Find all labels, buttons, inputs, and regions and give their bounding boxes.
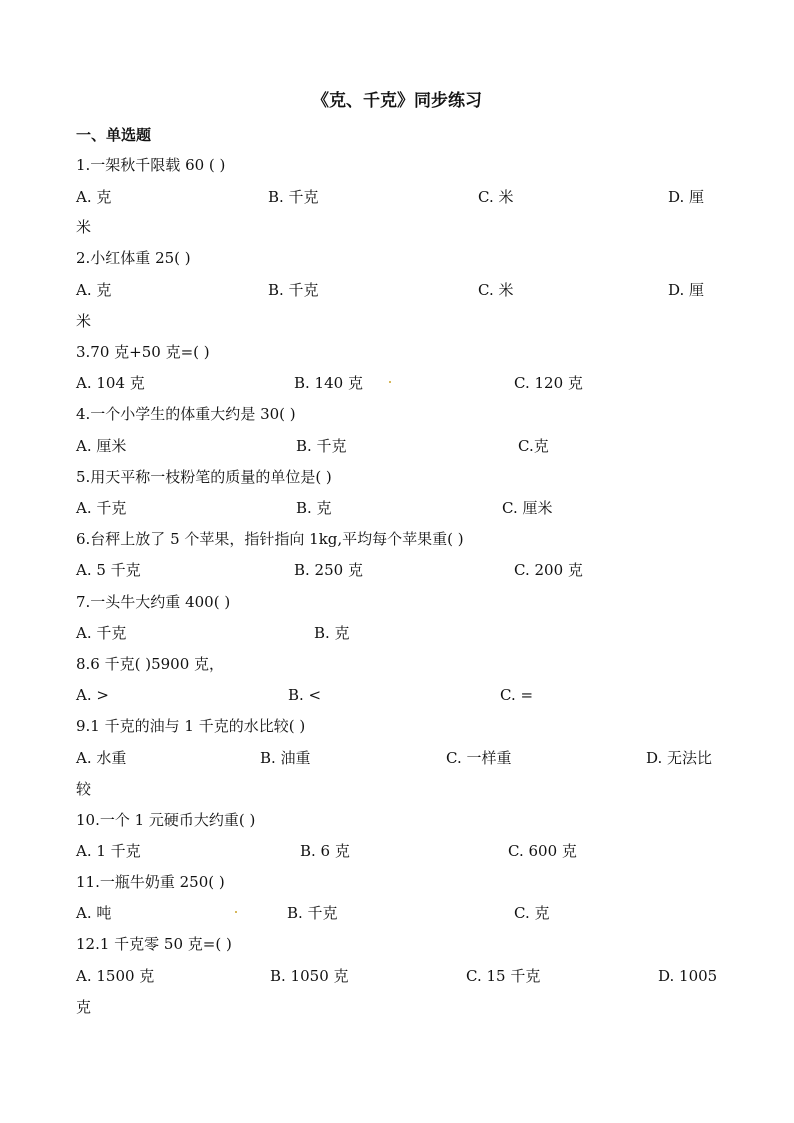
q11-option-b: B. 千克 <box>287 904 338 922</box>
q1-option-d-wrap: 米 <box>76 218 92 236</box>
question-2: 2.小红体重 25( ) <box>76 249 191 267</box>
q8-option-b: B. < <box>288 686 322 704</box>
question-4: 4.一个小学生的体重大约是 30( ) <box>76 405 296 423</box>
question-8: 8.6 千克( )5900 克， <box>76 655 225 673</box>
q9-option-d-wrap: 较 <box>76 780 92 798</box>
question-6: 6.台秤上放了 5 个苹果，指针指向 1kg,平均每个苹果重( ) <box>76 530 464 548</box>
q4-option-b: B. 千克 <box>296 437 347 455</box>
q8-option-a: A. > <box>76 686 109 704</box>
q12-option-d-wrap: 克 <box>76 998 92 1016</box>
q9-option-c: C. 一样重 <box>446 749 512 767</box>
q5-option-a: A. 千克 <box>76 499 127 517</box>
q2-option-b: B. 千克 <box>268 281 319 299</box>
q3-option-a: A. 104 克 <box>76 374 145 392</box>
q1-option-a: A. 克 <box>76 188 112 206</box>
q4-option-c: C.克 <box>518 437 549 455</box>
q4-option-a: A. 厘米 <box>76 437 127 455</box>
q3-option-c: C. 120 克 <box>514 374 583 392</box>
stray-dot <box>389 381 391 383</box>
q2-option-d: D. 厘 <box>668 281 705 299</box>
q10-option-c: C. 600 克 <box>508 842 577 860</box>
q2-option-d-wrap: 米 <box>76 312 92 330</box>
question-12: 12.1 千克零 50 克=( ) <box>76 935 232 953</box>
q10-option-a: A. 1 千克 <box>76 842 141 860</box>
q5-option-b: B. 克 <box>296 499 332 517</box>
q11-option-a: A. 吨 <box>76 904 112 922</box>
question-7: 7.一头牛大约重 400( ) <box>76 593 231 611</box>
q9-option-b: B. 油重 <box>260 749 311 767</box>
q3-option-b: B. 140 克 <box>294 374 363 392</box>
question-1: 1.一架秋千限载 60 ( ) <box>76 156 226 174</box>
q7-option-b: B. 克 <box>314 624 350 642</box>
section-heading: 一、单选题 <box>76 126 152 144</box>
q12-option-c: C. 15 千克 <box>466 967 541 985</box>
q6-option-a: A. 5 千克 <box>76 561 141 579</box>
page-title: 《克、千克》同步练习 <box>312 91 482 111</box>
q12-option-b: B. 1050 克 <box>270 967 349 985</box>
q8-option-c: C. = <box>500 686 534 704</box>
q9-option-a: A. 水重 <box>76 749 127 767</box>
q10-option-b: B. 6 克 <box>300 842 350 860</box>
q2-option-c: C. 米 <box>478 281 514 299</box>
q12-option-a: A. 1500 克 <box>76 967 155 985</box>
q1-option-b: B. 千克 <box>268 188 319 206</box>
q11-option-c: C. 克 <box>514 904 550 922</box>
q7-option-a: A. 千克 <box>76 624 127 642</box>
q1-option-d: D. 厘 <box>668 188 705 206</box>
q6-option-c: C. 200 克 <box>514 561 583 579</box>
stray-dot <box>235 911 237 913</box>
question-9: 9.1 千克的油与 1 千克的水比较( ) <box>76 717 306 735</box>
q12-option-d: D. 1005 <box>658 967 718 985</box>
q5-option-c: C. 厘米 <box>502 499 553 517</box>
question-5: 5.用天平称一枝粉笔的质量的单位是( ) <box>76 468 332 486</box>
question-10: 10.一个 1 元硬币大约重( ) <box>76 811 256 829</box>
question-3: 3.70 克+50 克=( ) <box>76 343 210 361</box>
q1-option-c: C. 米 <box>478 188 514 206</box>
q2-option-a: A. 克 <box>76 281 112 299</box>
q6-option-b: B. 250 克 <box>294 561 363 579</box>
q9-option-d: D. 无法比 <box>646 749 713 767</box>
question-11: 11.一瓶牛奶重 250( ) <box>76 873 225 891</box>
